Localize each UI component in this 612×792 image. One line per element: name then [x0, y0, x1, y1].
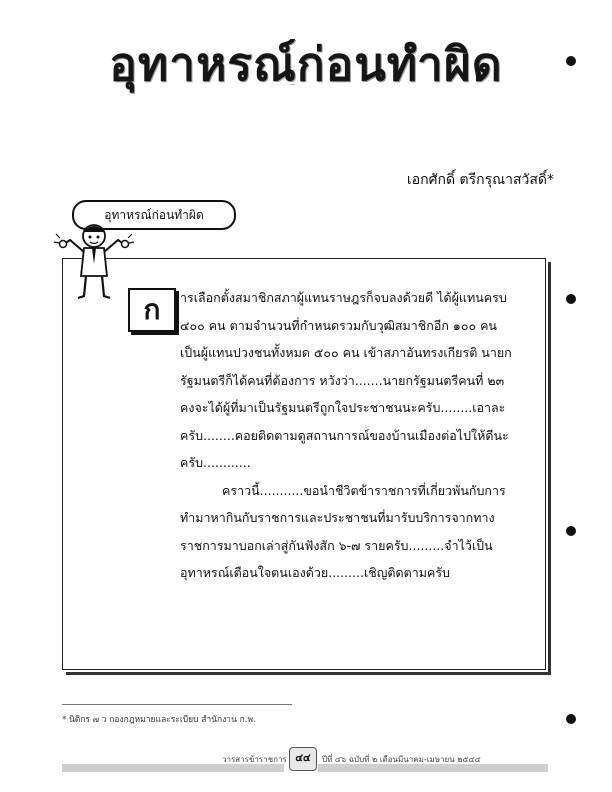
punch-hole-3: [566, 526, 576, 536]
footer-issue: ปีที่ ๔๖ ฉบับที่ ๒ เดือนมีนาคม-เมษายน ๒๕๔๔: [322, 755, 481, 764]
author-byline: เอกศักดิ์ ตรีกรุณาสวัสดิ์*: [406, 172, 554, 188]
title-reflection-mask: [0, 84, 612, 118]
title-block: [0, 37, 612, 112]
footnote: * นิติกร ๗ ว กองกฎหมายและระเบียบ สำนักงาน ก.พ.: [62, 715, 256, 725]
punch-hole-1: [566, 56, 576, 66]
paragraph-2: คราวนี้...........ขอนำชีวิตข้าราชการที่เกี่ยวพันกับการทำมาหากินกับราชการและประชาชนที่มารับบริการจากทางราชการมาบอกเล่าสู่กันฟังสัก ๖-๗ รายครับ.........จำไว้เป็น อุทาหรณ์เตือนใจตนเองด้วย.........เชิญติดตามครับ: [180, 482, 506, 580]
cartoon-man-icon: [52, 214, 138, 304]
page-number: ๔๔: [289, 747, 317, 771]
page-title: อุทาหรณ์ก่อนทำผิด: [109, 37, 503, 91]
speech-bubble: อุทาหรณ์ก่อนทำผิด: [72, 200, 236, 230]
footer-journal-name: วารสารข้าราชการ: [222, 755, 287, 764]
footnote-rule: [62, 704, 292, 705]
punch-hole-4: [566, 714, 576, 724]
paragraph-1: ารเลือกตั้งสมาชิกสภาผู้แทนราษฎรก็จบลงด้วยดี ได้ผู้แทนครบ ๔๐๐ คน ตามจำนวนที่กำหนดรวมกับวุฒิสมาชิกอีก ๑๐๐ คน เป็นผู้แทนปวงชนทั้งหมด ๕๐๐ คน เข้าสภาอันทรงเกียรติ นายกรัฐมนตรีก็ได้คนที่ต้องการ หวังว่า.......นายกรัฐมนตรีคนที่ ๒๓ คงจะได้ผู้ที่มาเป็นรัฐมนตรีถูกใจประชาชนนะครับ........เอาละครับ........คอยติดตามดูสถานการณ์ของบ้านเมืองต่อไปให้ดีนะครับ............: [180, 290, 512, 470]
punch-hole-2: [566, 294, 576, 304]
article-body: [180, 284, 520, 587]
drop-cap: ก: [128, 288, 176, 332]
